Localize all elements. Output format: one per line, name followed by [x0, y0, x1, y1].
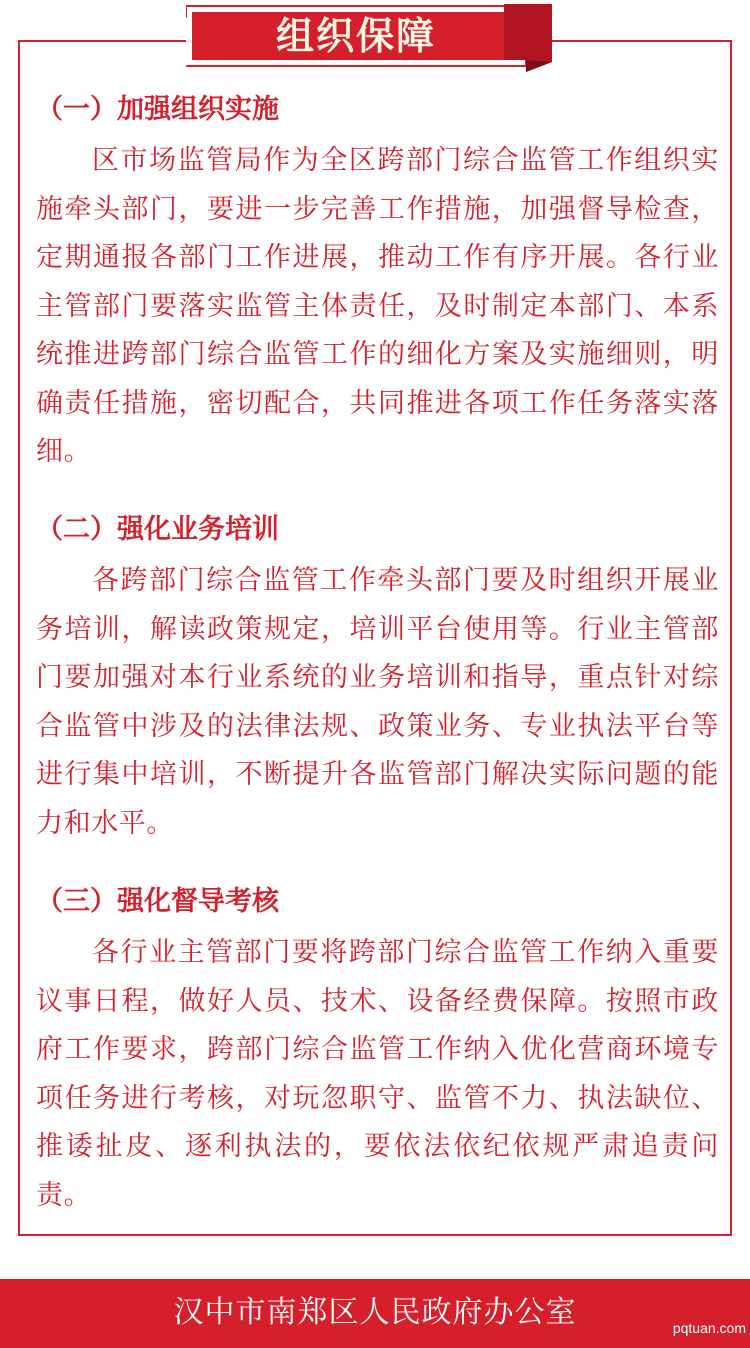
section-heading-3: （三）强化督导考核	[36, 886, 279, 917]
section-body-2: 各跨部门综合监管工作牵头部门要及时组织开展业务培训，解读政策规定，培训平台使用等。行业主管部门要加强对本行业系统的业务培训和指导，重点针对综合监管中涉及的法律法规、政策业务、专业执法平台等进行集中培训，不断提升各监管部门解决实际问题的能力和水平。	[36, 565, 719, 839]
section-heading-1: （一）加强组织实施	[36, 94, 279, 125]
footer-publisher: 汉中市南郑区人民政府办公室	[173, 1295, 577, 1330]
footer-bar	[0, 1279, 750, 1348]
banner-title: 组织保障	[275, 14, 436, 58]
section-heading-2: （二）强化业务培训	[36, 514, 279, 545]
section-body-3: 各行业主管部门要将跨部门综合监管工作纳入重要议事日程，做好人员、技术、设备经费保障。按照市政府工作要求，跨部门综合监管工作纳入优化营商环境专项任务进行考核，对玩忽职守、监管不力、执法缺位、推诿扯皮、逐利执法的，要依法依纪依规严肃追责问责。	[36, 937, 719, 1211]
section-body-1: 区市场监管局作为全区跨部门综合监管工作组织实施牵头部门，要进一步完善工作措施，加强督导检查，定期通报各部门工作进展，推动工作有序开展。各行业主管部门要落实监管主体责任，及时制定本部门、本系统推进跨部门综合监管工作的细化方案及实施细则，明确责任措施，密切配合，共同推进各项工作任务落实落细。	[36, 145, 719, 467]
watermark-text: pqtuan.com	[672, 1320, 746, 1336]
section-banner	[186, 0, 554, 72]
